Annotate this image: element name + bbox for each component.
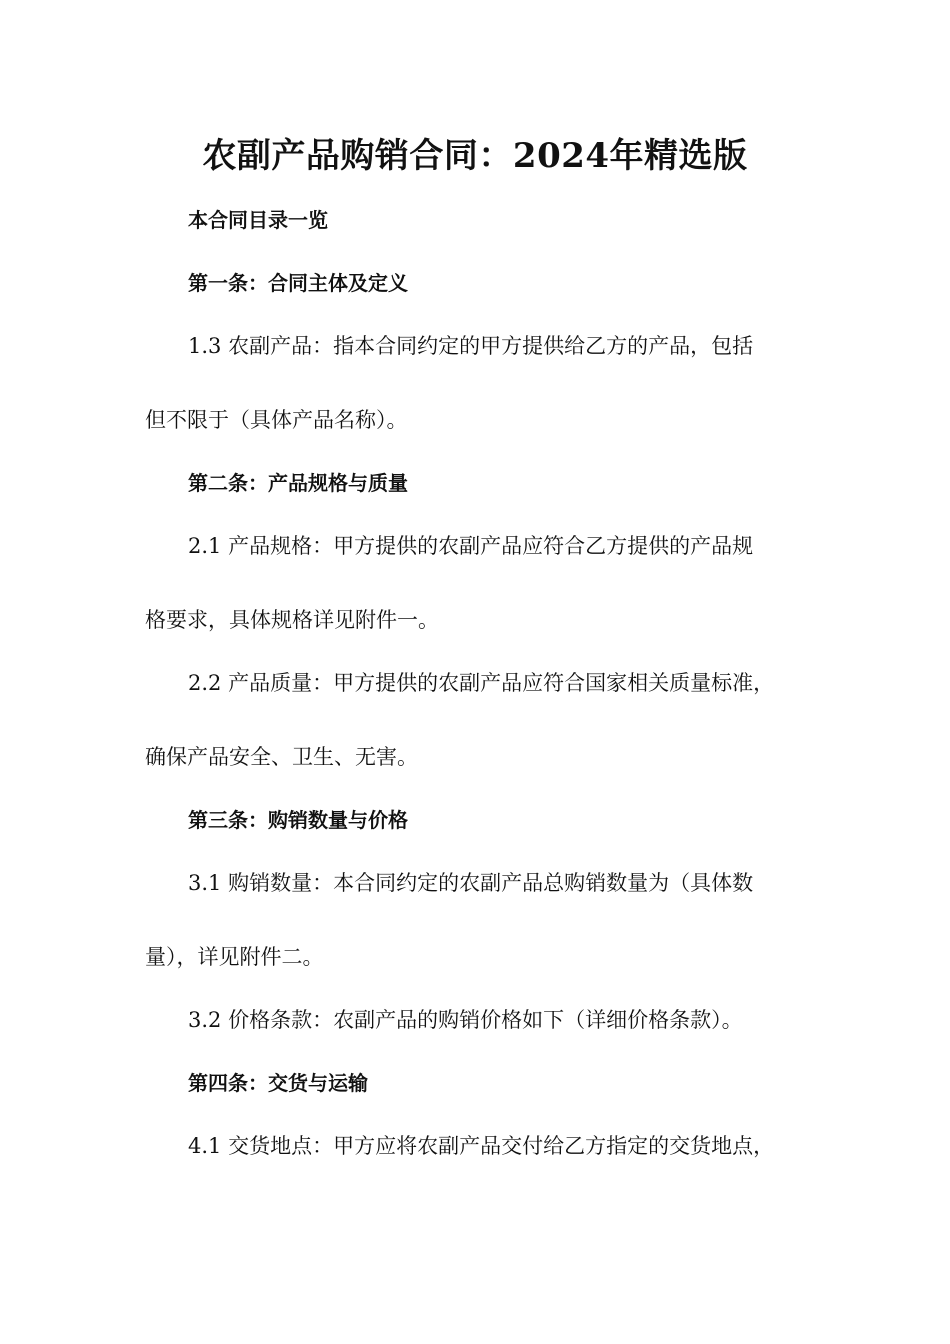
clause-3-1-line1: 3.1 购销数量：本合同约定的农副产品总购销数量为（具体数 [188, 871, 754, 895]
section-heading-1: 第一条：合同主体及定义 [188, 271, 408, 295]
clause-2-1-line2: 格要求，具体规格详见附件一。 [145, 608, 439, 632]
clause-3-2-line1: 3.2 价格条款：农副产品的购销价格如下（详细价格条款）。 [188, 1008, 743, 1032]
clause-4-1-line1: 4.1 交货地点：甲方应将农副产品交付给乙方指定的交货地点， [188, 1134, 775, 1158]
section-heading-4: 第四条：交货与运输 [188, 1071, 368, 1095]
clause-1-3-line1: 1.3 农副产品：指本合同约定的甲方提供给乙方的产品，包括 [188, 334, 754, 358]
clause-3-1-line2: 量），详见附件二。 [145, 945, 324, 969]
section-heading-3: 第三条：购销数量与价格 [188, 808, 408, 832]
clause-2-1-line1: 2.1 产品规格：甲方提供的农副产品应符合乙方提供的产品规 [188, 534, 754, 558]
toc-heading: 本合同目录一览 [188, 208, 328, 232]
clause-2-2-line1: 2.2 产品质量：甲方提供的农副产品应符合国家相关质量标准， [188, 671, 775, 695]
section-heading-2: 第二条：产品规格与质量 [188, 471, 408, 495]
document-title: 农副产品购销合同：2024年精选版 [202, 136, 748, 176]
clause-1-3-line2: 但不限于（具体产品名称）。 [145, 408, 408, 432]
clause-2-2-line2: 确保产品安全、卫生、无害。 [145, 745, 418, 769]
